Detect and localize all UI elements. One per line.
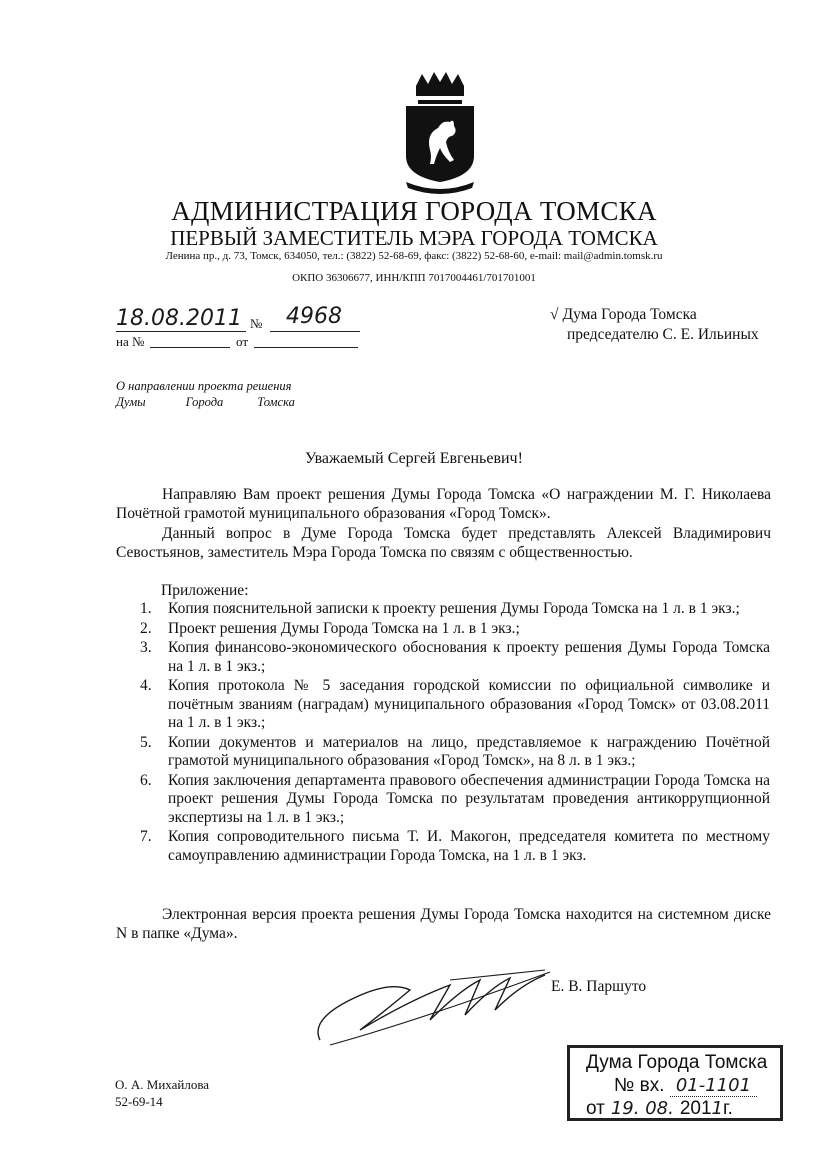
- paragraph-3: Электронная версия проекта решения Думы Города Томска находится на системном диске N в папке «Дума».: [116, 906, 771, 942]
- outgoing-number: 4968: [286, 304, 342, 329]
- from-label: от: [236, 334, 249, 349]
- attachments-list: [140, 600, 770, 866]
- executor-phone: 52-69-14: [115, 1094, 163, 1109]
- check-mark: √: [550, 306, 559, 323]
- stamp-title: Дума Города Томска: [586, 1052, 768, 1073]
- addressee-block: [550, 305, 759, 345]
- official-position: ПЕРВЫЙ ЗАМЕСТИТЕЛЬ МЭРА ГОРОДА ТОМСКА: [170, 226, 658, 250]
- addressee-person: председателю С. Е. Ильиных: [567, 326, 759, 343]
- list-item: 1. Копия пояснительной записки к проекту решения Думы Города Томска на 1 л. в 1 экз.;: [140, 600, 740, 617]
- subject-line-2: Думы Города Томска: [116, 395, 295, 409]
- addressee-org: Дума Города Томска: [562, 306, 697, 323]
- outgoing-date: 18.08.2011: [116, 306, 242, 331]
- attachments-title: Приложение:: [161, 582, 249, 599]
- subject-block: [116, 378, 295, 410]
- list-item: 6. Копия заключения департамента правового обеспечения администрации Города Томска на проект решения Думы Города Томска по результатам проведения антикоррупционной экспертизы на 1 л. в 1 экз.;: [140, 771, 770, 826]
- list-item: 7. Копия сопроводительного письма Т. И. Макогон, председателя комитета по местному самоуправлению администрации Города Томска, на 1 л. в 1 экз.: [140, 828, 770, 864]
- list-item: 3. Копия финансово-экономического обоснования к проекту решения Думы Города Томска на 1 л. в 1 экз.;: [140, 639, 770, 675]
- from-underline: [254, 347, 358, 348]
- stamp-incoming-number: 01-1101: [670, 1075, 757, 1097]
- paragraph-2: Данный вопрос в Думе Города Томска будет представлять Алексей Владимирович Севостьянов, заместитель Мэра Города Томска по связям с общественностью.: [116, 525, 771, 561]
- number-label: №: [250, 316, 263, 331]
- organization-name: АДМИНИСТРАЦИЯ ГОРОДА ТОМСКА: [171, 196, 657, 226]
- list-item: 5. Копии документов и материалов на лицо, представляемое к награждению Почётной грамотой муниципального образования «Город Томск», на 8 л. в 1 экз.;: [140, 733, 770, 769]
- stamp-year-digit: 1: [711, 1098, 723, 1119]
- subject-line-1: О направлении проекта решения: [116, 379, 292, 393]
- stamp-number-line: № вх. 01-1101: [614, 1075, 757, 1097]
- incoming-stamp: [567, 1045, 783, 1121]
- ref-underline: [150, 347, 230, 348]
- coat-of-arms-icon: [402, 72, 478, 194]
- date-underline: [116, 331, 246, 332]
- list-item: 2. Проект решения Думы Города Томска на 1 л. в 1 экз.;: [140, 619, 520, 637]
- executor-name: О. А. Михайлова: [115, 1077, 210, 1092]
- handwritten-signature-icon: [300, 960, 570, 1050]
- greeting: Уважаемый Сергей Евгеньевич!: [305, 450, 523, 467]
- contact-details: Ленина пр., д. 73, Томск, 634050, тел.: (3822) 52-68-69, факс: (3822) 52-68-60, e-mail: mail@admin.tomsk.ru: [165, 250, 663, 262]
- list-item: 4. Копия протокола № 5 заседания городской комиссии по официальной символике и почётным званиям (наградам) муниципального образования «Город Томск» от 03.08.2011 на 1 л. в 1 экз.;: [140, 677, 770, 731]
- paragraph-1: Направляю Вам проект решения Думы Города Томска «О награждении М. Г. Николаева Почётной грамотой муниципального образования «Город Томск».: [116, 486, 771, 522]
- stamp-date-line: от 19. 08. 2011г.: [586, 1098, 733, 1119]
- signer-name: Е. В. Паршуто: [551, 978, 647, 995]
- stamp-date: 19. 08.: [605, 1098, 680, 1120]
- number-underline: [270, 331, 360, 332]
- ref-label: на №: [116, 334, 145, 349]
- registry-codes: ОКПО 36306677, ИНН/КПП 7017004461/701701001: [292, 272, 536, 284]
